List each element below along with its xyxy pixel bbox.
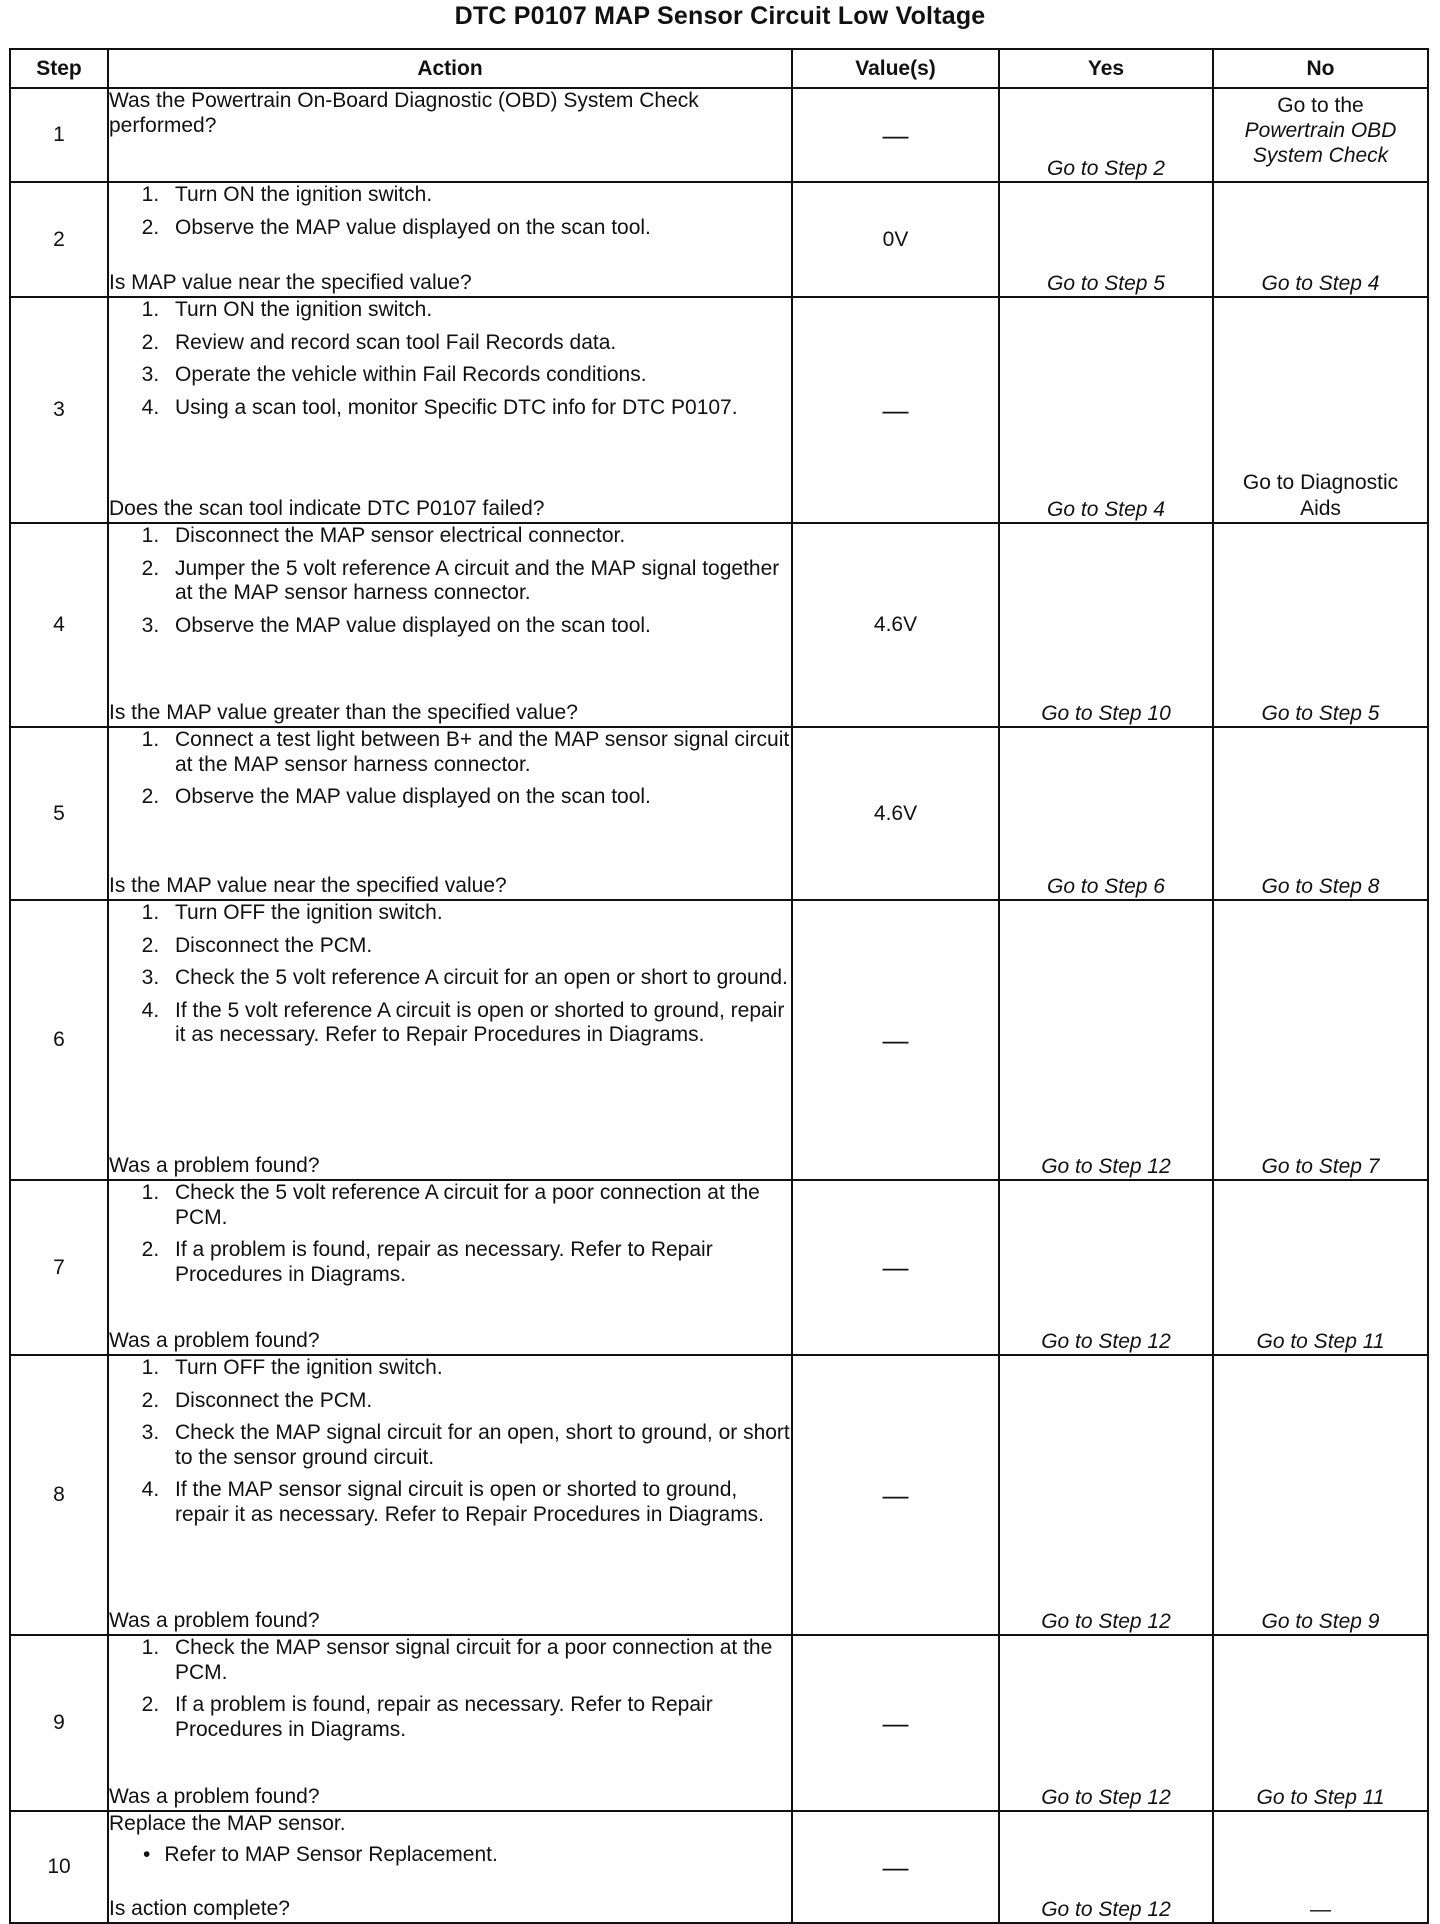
- header-action: Action: [108, 49, 792, 88]
- header-yes: Yes: [999, 49, 1213, 88]
- yes-cell[interactable]: Go to Step 6: [999, 727, 1213, 900]
- action-question: Is MAP value near the specified value?: [109, 271, 472, 295]
- step-number: 10: [10, 1811, 108, 1923]
- table-header-row: [10, 49, 1428, 88]
- action-intro: Replace the MAP sensor.: [109, 1812, 346, 1835]
- action-cell: [108, 1811, 792, 1923]
- table-row: [10, 523, 1428, 727]
- action-steps: [109, 728, 791, 818]
- action-cell: [108, 1635, 792, 1811]
- value-cell: [792, 1811, 999, 1923]
- yes-cell[interactable]: Go to Step 12: [999, 1355, 1213, 1635]
- value-cell: 0V: [792, 182, 999, 297]
- action-cell: [108, 1355, 792, 1635]
- no-cell[interactable]: Go to Step 11: [1213, 1180, 1428, 1355]
- action-item: 1. Turn ON the ignition switch.: [165, 183, 791, 208]
- value-text: —: [882, 394, 909, 425]
- action-item: 2. If a problem is found, repair as necessary. Refer to Repair Procedures in Diagrams.: [165, 1238, 791, 1287]
- action-question: Was the Powertrain On-Board Diagnostic (OBD) System Check performed?: [109, 89, 699, 137]
- diagnostic-table: [9, 48, 1429, 1924]
- action-item: 1. Turn OFF the ignition switch.: [165, 901, 791, 926]
- yes-cell[interactable]: Go to Step 12: [999, 1180, 1213, 1355]
- no-link-text[interactable]: Powertrain OBD System Check: [1244, 119, 1397, 168]
- action-cell: [108, 523, 792, 727]
- action-item: 4. If the 5 volt reference A circuit is open or shorted to ground, repair it as necessary. Refer to Repair Procedures in Diagrams.: [165, 999, 791, 1048]
- action-question: Is the MAP value greater than the specified value?: [109, 701, 578, 725]
- action-item: 1. Turn OFF the ignition switch.: [165, 1356, 791, 1381]
- yes-cell[interactable]: Go to Step 10: [999, 523, 1213, 727]
- action-cell: [108, 88, 792, 182]
- no-cell[interactable]: Go to Step 9: [1213, 1355, 1428, 1635]
- value-cell: [792, 1635, 999, 1811]
- action-cell: [108, 1180, 792, 1355]
- action-item: 2. If a problem is found, repair as necessary. Refer to Repair Procedures in Diagrams.: [165, 1693, 791, 1742]
- yes-cell[interactable]: Go to Step 12: [999, 900, 1213, 1180]
- action-item: 2. Disconnect the PCM.: [165, 934, 791, 959]
- value-cell: [792, 1180, 999, 1355]
- action-question: Is action complete?: [109, 1897, 290, 1921]
- step-number: 9: [10, 1635, 108, 1811]
- action-bullets: [109, 1843, 791, 1868]
- action-item: 1. Check the 5 volt reference A circuit for a poor connection at the PCM.: [165, 1181, 791, 1230]
- no-cell[interactable]: Go to Step 7: [1213, 900, 1428, 1180]
- no-cell[interactable]: Go to Step 4: [1213, 182, 1428, 297]
- no-prefix: Go to the: [1277, 94, 1364, 117]
- yes-cell[interactable]: Go to Step 2: [999, 88, 1213, 182]
- value-text: —: [882, 1851, 909, 1882]
- step-number: 1: [10, 88, 108, 182]
- action-item: 3. Check the MAP signal circuit for an open, short to ground, or short to the sensor ground circuit.: [165, 1421, 791, 1470]
- table-row: [10, 1355, 1428, 1635]
- value-text: —: [882, 1479, 909, 1510]
- value-cell: [792, 88, 999, 182]
- no-cell: —: [1213, 1811, 1428, 1923]
- action-steps: [109, 1356, 791, 1535]
- no-cell[interactable]: Go to Diagnostic Aids: [1213, 297, 1428, 523]
- value-cell: [792, 900, 999, 1180]
- action-steps: [109, 1181, 791, 1295]
- action-steps: [109, 1636, 791, 1750]
- action-steps: [109, 298, 791, 428]
- no-cell[interactable]: Go to Step 5: [1213, 523, 1428, 727]
- header-value: Value(s): [792, 49, 999, 88]
- table-row: [10, 1180, 1428, 1355]
- table-row: [10, 297, 1428, 523]
- header-no: No: [1213, 49, 1428, 88]
- page-title: DTC P0107 MAP Sensor Circuit Low Voltage: [454, 2, 986, 30]
- action-cell: [108, 297, 792, 523]
- action-question: Was a problem found?: [109, 1329, 320, 1353]
- yes-cell[interactable]: Go to Step 5: [999, 182, 1213, 297]
- value-text: —: [882, 1252, 909, 1282]
- action-item: 1. Connect a test light between B+ and the MAP sensor signal circuit at the MAP sensor harness connector.: [165, 728, 791, 777]
- header-step: Step: [10, 49, 108, 88]
- table-row: [10, 1635, 1428, 1811]
- no-cell[interactable]: Go to Step 8: [1213, 727, 1428, 900]
- action-item: 2. Jumper the 5 volt reference A circuit and the MAP signal together at the MAP sensor harness connector.: [165, 557, 791, 606]
- step-number: 6: [10, 900, 108, 1180]
- action-item: 2. Observe the MAP value displayed on the scan tool.: [165, 785, 791, 810]
- action-item: 3. Observe the MAP value displayed on the scan tool.: [165, 614, 791, 639]
- table-row: [10, 727, 1428, 900]
- action-item: 2. Review and record scan tool Fail Records data.: [165, 331, 791, 356]
- action-item: 2. Disconnect the PCM.: [165, 1389, 791, 1414]
- value-cell: [792, 297, 999, 523]
- action-question: Was a problem found?: [109, 1785, 320, 1809]
- action-item: 1. Check the MAP sensor signal circuit for a poor connection at the PCM.: [165, 1636, 791, 1685]
- table-row: [10, 1811, 1428, 1923]
- step-number: 2: [10, 182, 108, 297]
- table-row: [10, 900, 1428, 1180]
- action-question: Does the scan tool indicate DTC P0107 failed?: [109, 497, 545, 521]
- value-cell: [792, 1355, 999, 1635]
- action-item: 4. Using a scan tool, monitor Specific DTC info for DTC P0107.: [165, 396, 791, 421]
- no-cell[interactable]: Go to Step 11: [1213, 1635, 1428, 1811]
- action-item: 1. Turn ON the ignition switch.: [165, 298, 791, 323]
- action-steps: [109, 901, 791, 1056]
- step-number: 5: [10, 727, 108, 900]
- value-text: —: [882, 1707, 909, 1738]
- step-number: 8: [10, 1355, 108, 1635]
- value-text: —: [882, 1024, 909, 1055]
- table-row: [10, 88, 1428, 182]
- table-row: [10, 182, 1428, 297]
- step-number: 3: [10, 297, 108, 523]
- action-steps: [109, 524, 791, 646]
- value-cell: 4.6V: [792, 727, 999, 900]
- action-item: 4. If the MAP sensor signal circuit is open or shorted to ground, repair it as necessary. Refer to Repair Procedures in Diagrams.: [165, 1478, 791, 1527]
- action-item: 1. Disconnect the MAP sensor electrical connector.: [165, 524, 791, 549]
- action-cell: [108, 727, 792, 900]
- action-steps: [109, 183, 791, 248]
- action-cell: [108, 900, 792, 1180]
- no-cell[interactable]: [1213, 88, 1428, 182]
- yes-cell[interactable]: Go to Step 12: [999, 1635, 1213, 1811]
- action-bullet: • Refer to MAP Sensor Replacement.: [165, 1843, 791, 1868]
- value-text: —: [882, 119, 909, 150]
- action-question: Was a problem found?: [109, 1609, 320, 1633]
- yes-cell[interactable]: Go to Step 4: [999, 297, 1213, 523]
- action-cell: [108, 182, 792, 297]
- yes-cell[interactable]: Go to Step 12: [999, 1811, 1213, 1923]
- step-number: 7: [10, 1180, 108, 1355]
- action-question: Was a problem found?: [109, 1154, 320, 1178]
- value-cell: 4.6V: [792, 523, 999, 727]
- action-item: 2. Observe the MAP value displayed on the scan tool.: [165, 216, 791, 241]
- step-number: 4: [10, 523, 108, 727]
- action-item: 3. Check the 5 volt reference A circuit for an open or short to ground.: [165, 966, 791, 991]
- action-question: Is the MAP value near the specified value?: [109, 874, 507, 898]
- action-item: 3. Operate the vehicle within Fail Records conditions.: [165, 363, 791, 388]
